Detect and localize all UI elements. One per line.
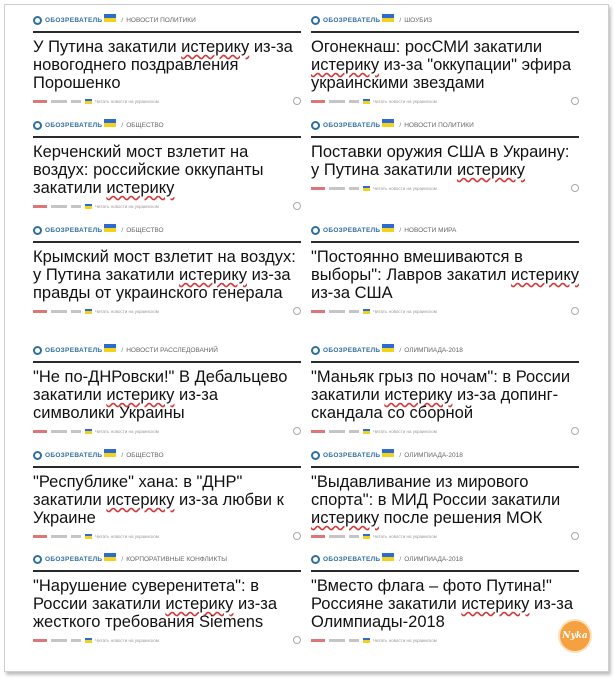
card-header	[311, 341, 579, 363]
headline-text-end: из-за допинг-скандала со сборной	[311, 386, 559, 422]
separator: /	[121, 346, 124, 354]
date-placeholder	[51, 310, 67, 313]
headline-text-end: из-за жесткого требования Siemens	[33, 595, 277, 631]
headline-link[interactable]	[311, 473, 579, 527]
brand-name: ОБОЗРЕВАТЕЛЬ	[45, 226, 103, 234]
news-card[interactable]	[33, 341, 301, 435]
card-header	[311, 116, 579, 138]
ukraine-flag-icon	[85, 204, 92, 209]
views-placeholder	[349, 310, 359, 313]
headline-highlight: истерику	[178, 266, 247, 284]
headline-link[interactable]	[311, 38, 579, 92]
read-in-ukrainian-link[interactable]: Читать новости на украинском	[95, 428, 159, 434]
ukraine-flag-icon	[85, 309, 92, 314]
card-header	[311, 550, 579, 572]
headline-link[interactable]	[33, 368, 301, 422]
author-placeholder	[311, 639, 325, 642]
section-link[interactable]: НОВОСТИ РАССЛЕДОВАНИЙ	[126, 346, 218, 354]
headline-text-end: из-за новогоднего поздравления Порошенко	[33, 38, 293, 92]
brand-logo-icon	[33, 346, 42, 355]
read-in-ukrainian-link[interactable]: Читать новости на украинском	[373, 428, 437, 434]
headline-link[interactable]	[33, 38, 301, 92]
card-header	[311, 446, 579, 468]
brand-name: ОБОЗРЕВАТЕЛЬ	[45, 451, 103, 459]
headline-text-end: из-за любви к Украине	[33, 491, 284, 527]
views-placeholder	[71, 639, 81, 642]
brand-logo-icon	[33, 451, 42, 460]
views-placeholder	[71, 535, 81, 538]
headline-highlight: истерику	[311, 509, 380, 527]
separator: /	[121, 555, 124, 563]
headline-text-end: из-за "оккупации" эфира украинскими звездами	[311, 56, 572, 92]
headline-text-end: из-за Олимпиады-2018	[311, 595, 573, 631]
ukraine-flag-icon	[104, 119, 116, 127]
headline-link[interactable]	[311, 368, 579, 422]
card-meta	[33, 97, 301, 105]
separator: /	[399, 346, 402, 354]
headline-text: "Постоянно вмешиваются в выборы": Лавров закатил	[311, 248, 523, 284]
card-meta	[311, 636, 579, 644]
headline-text: Поставки оружия США в Украину: у Путина закатили	[311, 143, 570, 179]
ukraine-flag-icon	[85, 638, 92, 643]
ukraine-flag-icon	[382, 224, 394, 232]
brand-logo-icon	[33, 555, 42, 564]
ukraine-flag-icon	[382, 553, 394, 561]
views-placeholder	[349, 187, 359, 190]
headline-highlight: истерику	[165, 595, 234, 613]
card-header	[311, 11, 579, 33]
read-in-ukrainian-link[interactable]: Читать новости на украинском	[373, 637, 437, 643]
date-placeholder	[51, 205, 67, 208]
date-placeholder	[51, 535, 67, 538]
headline-link[interactable]	[311, 577, 579, 631]
brand-logo-icon	[311, 16, 320, 25]
news-card[interactable]	[311, 341, 579, 435]
ukraine-flag-icon	[104, 14, 116, 22]
card-header	[33, 221, 301, 243]
headline-text: Огонекнаш: росСМИ закатили	[311, 38, 543, 56]
ukraine-flag-icon	[363, 429, 370, 434]
news-card[interactable]	[33, 116, 301, 210]
separator: /	[121, 121, 124, 129]
section-link[interactable]: ОБЩЕСТВО	[126, 451, 164, 459]
ukraine-flag-icon	[363, 534, 370, 539]
card-header	[33, 446, 301, 468]
share-icon[interactable]	[293, 202, 301, 210]
headline-link[interactable]	[33, 577, 301, 631]
section-link[interactable]: НОВОСТИ ПОЛИТИКИ	[404, 121, 474, 129]
author-placeholder	[33, 430, 47, 433]
headline-highlight: истерику	[106, 491, 175, 509]
read-in-ukrainian-link[interactable]: Читать новости на украинском	[373, 185, 437, 191]
ukraine-flag-icon	[363, 186, 370, 191]
headline-text: "Не по-ДНРовски!" В Дебальцево закатили	[33, 368, 288, 404]
date-placeholder	[329, 100, 345, 103]
card-header	[33, 550, 301, 572]
ukraine-flag-icon	[104, 224, 116, 232]
brand-name: ОБОЗРЕВАТЕЛЬ	[323, 121, 381, 129]
card-meta	[33, 427, 301, 435]
brand-logo-icon	[311, 121, 320, 130]
news-card[interactable]	[33, 11, 301, 105]
brand-logo-icon	[311, 226, 320, 235]
separator: /	[121, 226, 124, 234]
card-meta	[311, 184, 579, 192]
separator: /	[399, 226, 402, 234]
headline-text-end: после решения МОК	[379, 509, 543, 527]
news-card[interactable]	[311, 221, 579, 315]
author-placeholder	[33, 535, 47, 538]
separator: /	[399, 16, 402, 24]
author-placeholder	[33, 310, 47, 313]
share-icon[interactable]	[293, 636, 301, 644]
brand-name: ОБОЗРЕВАТЕЛЬ	[323, 16, 381, 24]
section-link[interactable]: ОБЩЕСТВО	[126, 226, 164, 234]
brand-logo-icon	[311, 451, 320, 460]
headline-text: Крымский мост взлетит на воздух: у Путина закатили	[33, 248, 296, 284]
section-link[interactable]: НОВОСТИ ПОЛИТИКИ	[126, 16, 196, 24]
news-card[interactable]	[33, 550, 301, 644]
read-in-ukrainian-link[interactable]: Читать новости на украинском	[373, 308, 437, 314]
card-header	[33, 11, 301, 33]
headline-highlight: истерику	[510, 266, 579, 284]
headline-link[interactable]	[311, 143, 579, 179]
card-header	[33, 116, 301, 138]
ukraine-flag-icon	[104, 449, 116, 457]
separator: /	[399, 121, 402, 129]
brand-logo-icon	[311, 346, 320, 355]
headline-highlight: истерику	[106, 386, 175, 404]
date-placeholder	[329, 310, 345, 313]
separator: /	[121, 451, 124, 459]
card-meta	[33, 202, 301, 210]
read-in-ukrainian-link[interactable]: Читать новости на украинском	[373, 98, 437, 104]
brand-logo-icon	[33, 16, 42, 25]
ukraine-flag-icon	[363, 638, 370, 643]
watermark-text: Nyka	[562, 631, 588, 641]
news-card[interactable]	[33, 221, 301, 315]
card-meta	[311, 427, 579, 435]
share-icon[interactable]	[571, 184, 579, 192]
share-icon[interactable]	[293, 532, 301, 540]
headline-highlight: истерику	[461, 595, 530, 613]
read-in-ukrainian-link[interactable]: Читать новости на украинском	[95, 637, 159, 643]
card-meta	[33, 307, 301, 315]
views-placeholder	[349, 535, 359, 538]
date-placeholder	[51, 639, 67, 642]
share-icon[interactable]	[571, 427, 579, 435]
views-placeholder	[71, 430, 81, 433]
ukraine-flag-icon	[85, 429, 92, 434]
views-placeholder	[71, 205, 81, 208]
date-placeholder	[329, 639, 345, 642]
card-meta	[33, 636, 301, 644]
section-link[interactable]: ОБЩЕСТВО	[126, 121, 164, 129]
headline-link[interactable]	[33, 248, 301, 302]
read-in-ukrainian-link[interactable]: Читать новости на украинском	[373, 533, 437, 539]
read-in-ukrainian-link[interactable]: Читать новости на украинском	[95, 308, 159, 314]
brand-name: ОБОЗРЕВАТЕЛЬ	[323, 451, 381, 459]
headline-link[interactable]	[33, 473, 301, 527]
news-card[interactable]	[311, 550, 579, 644]
ukraine-flag-icon	[104, 344, 116, 352]
watermark-logo	[560, 621, 590, 651]
ukraine-flag-icon	[85, 534, 92, 539]
headline-text: "Выдавливание из мирового спорта": в МИД России закатили	[311, 473, 561, 509]
section-link[interactable]: ОЛИМПИАДА-2018	[404, 451, 463, 459]
date-placeholder	[51, 100, 67, 103]
headline-highlight: истерику	[456, 161, 525, 179]
headline-text: "Вместо флага – фото Путина!" Россияне закатили	[311, 577, 552, 613]
section-link[interactable]: ОЛИМПИАДА-2018	[404, 346, 463, 354]
ukraine-flag-icon	[363, 99, 370, 104]
brand-name: ОБОЗРЕВАТЕЛЬ	[45, 346, 103, 354]
brand-logo-icon	[33, 226, 42, 235]
author-placeholder	[311, 310, 325, 313]
brand-name: ОБОЗРЕВАТЕЛЬ	[45, 16, 103, 24]
card-meta	[311, 532, 579, 540]
author-placeholder	[311, 187, 325, 190]
headline-link[interactable]	[33, 143, 301, 197]
news-card[interactable]	[33, 446, 301, 540]
section-link[interactable]: ОЛИМПИАДА-2018	[404, 555, 463, 563]
share-icon[interactable]	[293, 427, 301, 435]
card-header	[33, 341, 301, 363]
headline-text: "Республике" хана: в "ДНР" закатили	[33, 473, 243, 509]
share-icon[interactable]	[571, 97, 579, 105]
views-placeholder	[71, 310, 81, 313]
headline-text: "Нарушение суверенитета": в России закатили	[33, 577, 259, 613]
headline-highlight: истерику	[181, 38, 250, 56]
card-meta	[33, 532, 301, 540]
brand-name: ОБОЗРЕВАТЕЛЬ	[45, 121, 103, 129]
read-in-ukrainian-link[interactable]: Читать новости на украинском	[95, 98, 159, 104]
section-link[interactable]: ШОУБИЗ	[404, 16, 433, 24]
author-placeholder	[33, 205, 47, 208]
news-card[interactable]	[311, 11, 579, 105]
views-placeholder	[349, 430, 359, 433]
date-placeholder	[329, 535, 345, 538]
author-placeholder	[311, 100, 325, 103]
share-icon[interactable]	[571, 307, 579, 315]
share-icon[interactable]	[571, 532, 579, 540]
headline-text-end: из-за США	[311, 284, 393, 302]
brand-name: ОБОЗРЕВАТЕЛЬ	[323, 226, 381, 234]
share-icon[interactable]	[293, 97, 301, 105]
brand-logo-icon	[33, 121, 42, 130]
separator: /	[399, 555, 402, 563]
separator: /	[121, 16, 124, 24]
author-placeholder	[33, 639, 47, 642]
brand-name: ОБОЗРЕВАТЕЛЬ	[323, 346, 381, 354]
card-meta	[311, 307, 579, 315]
card-header	[311, 221, 579, 243]
headline-highlight: истерику	[106, 179, 175, 197]
ukraine-flag-icon	[85, 99, 92, 104]
author-placeholder	[311, 535, 325, 538]
ukraine-flag-icon	[382, 449, 394, 457]
author-placeholder	[311, 430, 325, 433]
headline-highlight: истерику	[311, 56, 380, 74]
date-placeholder	[51, 430, 67, 433]
date-placeholder	[329, 187, 345, 190]
ukraine-flag-icon	[104, 553, 116, 561]
section-link[interactable]: НОВОСТИ МИРА	[404, 226, 457, 234]
ukraine-flag-icon	[382, 119, 394, 127]
brand-name: ОБОЗРЕВАТЕЛЬ	[45, 555, 103, 563]
read-in-ukrainian-link[interactable]: Читать новости на украинском	[95, 203, 159, 209]
ukraine-flag-icon	[382, 344, 394, 352]
section-link[interactable]: КОРПОРАТИВНЫЕ КОНФЛИКТЫ	[126, 555, 227, 563]
separator: /	[399, 451, 402, 459]
screenshot-frame	[4, 4, 609, 672]
headline-text: Керченский мост взлетит на воздух: российские оккупанты закатили	[33, 143, 264, 197]
views-placeholder	[71, 100, 81, 103]
read-in-ukrainian-link[interactable]: Читать новости на украинском	[95, 533, 159, 539]
news-card[interactable]	[311, 446, 579, 540]
headline-text: "Маньяк грыз по ночам": в России закатили	[311, 368, 571, 404]
views-placeholder	[349, 639, 359, 642]
headline-text-end: из-за символики Украины	[33, 386, 219, 422]
headline-link[interactable]	[311, 248, 579, 302]
date-placeholder	[329, 430, 345, 433]
news-card[interactable]	[311, 116, 579, 192]
views-placeholder	[349, 100, 359, 103]
headline-highlight: истерику	[384, 386, 453, 404]
card-meta	[311, 97, 579, 105]
brand-logo-icon	[311, 555, 320, 564]
headline-text: У Путина закатили	[33, 38, 182, 56]
brand-name: ОБОЗРЕВАТЕЛЬ	[323, 555, 381, 563]
share-icon[interactable]	[293, 307, 301, 315]
author-placeholder	[33, 100, 47, 103]
ukraine-flag-icon	[382, 14, 394, 22]
ukraine-flag-icon	[363, 309, 370, 314]
headline-text-end: из-за правды от украинского генерала	[33, 266, 291, 302]
